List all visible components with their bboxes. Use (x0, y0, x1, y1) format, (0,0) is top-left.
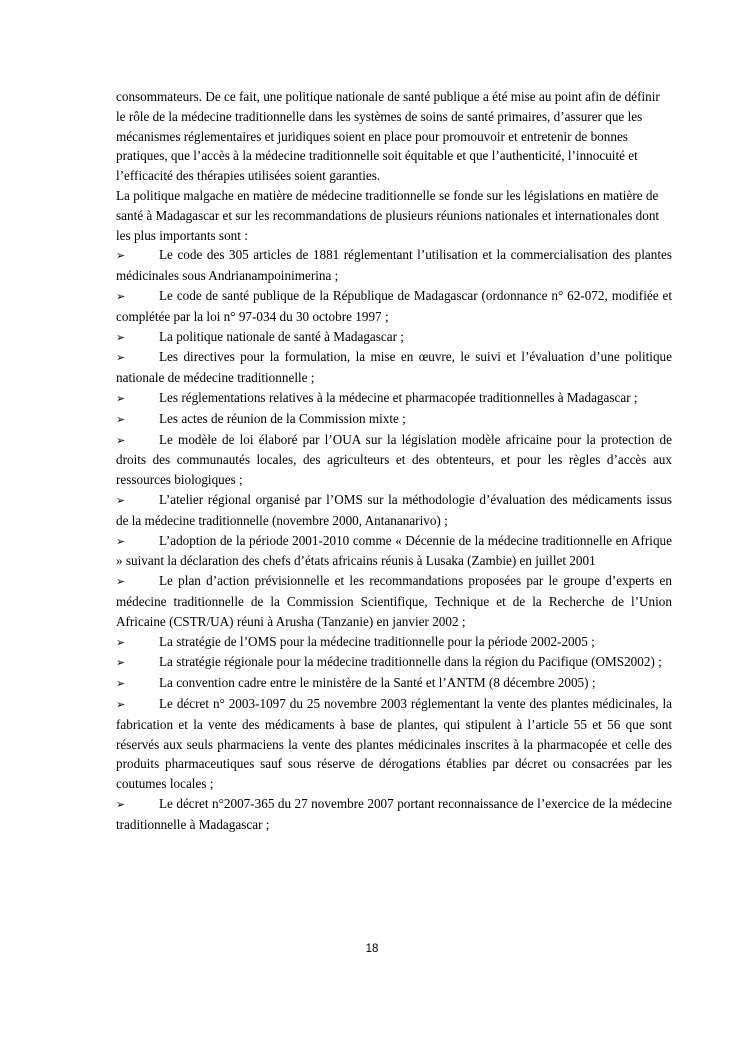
intro-paragraph: La politique malgache en matière de médecine traditionnelle se fonde sur les législations en matière de santé à Madagascar et sur les recommandations de plusieurs réunions nationales et internationales dont les plus importants sont : (116, 187, 660, 243)
list-item (116, 571, 672, 631)
list-item-text: La convention cadre entre le ministère de la Santé et l’ANTM (8 décembre 2005) ; (159, 675, 596, 691)
arrow-bullet-icon: ➢ (116, 635, 126, 649)
list-item (116, 409, 672, 430)
arrow-bullet-icon: ➢ (116, 433, 126, 447)
arrow-bullet-icon: ➢ (116, 677, 126, 691)
list-item-text: La stratégie de l’OMS pour la médecine traditionnelle pour la période 2002-2005 ; (159, 633, 595, 649)
list-item (116, 673, 672, 694)
list-item-text: Le code de santé publique de la République de Madagascar (ordonnance n° 62-072, modifiée et complétée par la loi n° 97-034 du 30 octobre 1997 ; (116, 287, 672, 324)
page-number: 18 (365, 943, 379, 955)
list-item-text: Les actes de réunion de la Commission mixte ; (159, 410, 406, 426)
list-item-text: Les directives pour la formulation, la mise en œuvre, le suivi et l’évaluation d’une politique nationale de médecine traditionnelle ; (116, 349, 672, 386)
list-item-text: Les réglementations relatives à la médecine et pharmacopée traditionnelles à Madagascar ; (159, 389, 638, 405)
legislation-list (116, 245, 672, 834)
list-item (116, 794, 672, 835)
list-item-text: Le décret n° 2003-1097 du 25 novembre 2003 réglementant la vente des plantes médicinales, la fabrication et la vente des médicaments à base de plantes, qui stipulent à l’article 55 et 56 que sont réservés aux seuls pharmaciens la vente des plantes médicinales inscrites à la pharmacopée et celle des produits pharmaceutiques sauf sous réserve de dérogations établies par décret ou consacrées par les coutumes locales ; (116, 695, 672, 792)
list-item (116, 694, 672, 794)
intro-paragraph: consommateurs. De ce fait, une politique nationale de santé publique a été mise au point afin de définir le rôle de la médecine traditionnelle dans les systèmes de soins de santé primaires, d’assurer que les mécanismes réglementaires et juridiques soient en place pour promouvoir et entretenir de bonnes pratiques, que l’accès à la médecine traditionnelle soit équitable et que l’authenticité, l’innocuité et l’efficacité des thérapies utilisées soient garanties. (116, 89, 660, 184)
list-item (116, 245, 672, 286)
list-item-text: Le décret n°2007-365 du 27 novembre 2007 portant reconnaissance de l’exercice de la médecine traditionnelle à Madagascar ; (116, 795, 672, 832)
list-item-text: La stratégie régionale pour la médecine traditionnelle dans la région du Pacifique (OMS2002) ; (159, 654, 662, 670)
arrow-bullet-icon: ➢ (116, 289, 126, 303)
list-item-text: L’adoption de la période 2001-2010 comme « Décennie de la médecine traditionnelle en Afrique » suivant la déclaration des chefs d’états africains réunis à Lusaka (Zambie) en juillet 2001 (116, 532, 672, 569)
page-body (116, 87, 672, 834)
list-item (116, 531, 672, 572)
arrow-bullet-icon: ➢ (116, 656, 126, 670)
list-item-text: Le modèle de loi élaboré par l’OUA sur la législation modèle africaine pour la protection de droits des communautés locales, des agriculteurs et des obtenteurs, et pour les règles d’accès aux ressources biologiques ; (116, 431, 672, 488)
arrow-bullet-icon: ➢ (116, 697, 126, 711)
list-item (116, 490, 672, 531)
list-item (116, 327, 672, 348)
list-item-text: L’atelier régional organisé par l’OMS sur la méthodologie d’évaluation des médicaments issus de la médecine traditionnelle (novembre 2000, Antananarivo) ; (116, 491, 672, 528)
list-item-text: Le plan d’action prévisionnelle et les recommandations proposées par le groupe d’experts en médecine traditionnelle de la Commission Scientifique, Technique et de la Recherche de l’Union Africaine (CSTR/UA) réuni à Arusha (Tanzanie) en janvier 2002 ; (116, 573, 672, 629)
arrow-bullet-icon: ➢ (116, 534, 126, 548)
arrow-bullet-icon: ➢ (116, 412, 126, 426)
list-item (116, 632, 672, 653)
arrow-bullet-icon: ➢ (116, 575, 126, 589)
list-item (116, 388, 672, 409)
list-item-text: Le code des 305 articles de 1881 réglementant l’utilisation et la commercialisation des plantes médicinales sous Andrianampoinimerina ; (116, 247, 672, 284)
list-item (116, 430, 672, 490)
list-item-text: La politique nationale de santé à Madagascar ; (159, 328, 404, 344)
arrow-bullet-icon: ➢ (116, 249, 126, 263)
arrow-bullet-icon: ➢ (116, 351, 126, 365)
list-item (116, 347, 672, 388)
list-item (116, 652, 672, 673)
arrow-bullet-icon: ➢ (116, 330, 126, 344)
arrow-bullet-icon: ➢ (116, 391, 126, 405)
arrow-bullet-icon: ➢ (116, 797, 126, 811)
list-item (116, 286, 672, 327)
arrow-bullet-icon: ➢ (116, 493, 126, 507)
